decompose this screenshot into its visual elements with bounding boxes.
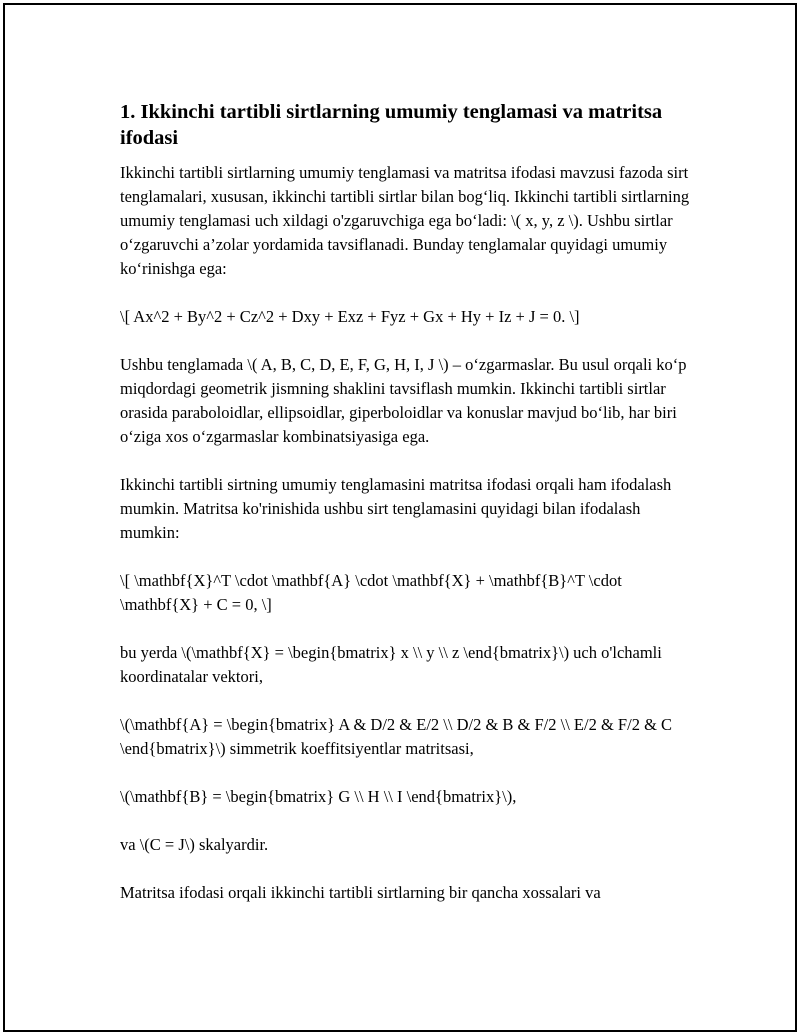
paragraph-matrix-intro: Ikkinchi tartibli sirtning umumiy tenglamasini matritsa ifodasi orqali ham ifodalash mumkin. Matritsa ko'rinishida ushbu sirt tenglamasini quyidagi bilan ifodalash mumkin: — [120, 475, 672, 542]
equation-general: \[ Ax^2 + By^2 + Cz^2 + Dxy + Exz + Fyz + Gx + Hy + Iz + J = 0. \] — [120, 307, 580, 326]
paragraph-scalar-c: va \(C = J\) skalyardir. — [120, 835, 269, 854]
document-body — [120, 99, 690, 929]
page-frame — [3, 3, 797, 1032]
equation-matrix: \[ \mathbf{X}^T \cdot \mathbf{A} \cdot \mathbf{X} + \mathbf{B}^T \cdot \mathbf{X} + C = 0, \] — [120, 571, 622, 614]
paragraph-intro: Ikkinchi tartibli sirtlarning umumiy tenglamasi va matritsa ifodasi mavzusi fazoda sirt tenglamalari, xususan, ikkinchi tartibli sirtlar bilan bog‘liq. Ikkinchi tartibli sirtlarning umumiy tenglamasi uch xildagi o'zgaruvchiga ega bo‘ladi: \( x, y, z \). Ushbu sirtlar o‘zgaruvchi a’zolar yordamida tavsiflanadi. Bunday tenglamalar quyidagi umumiy ko‘rinishga ega: — [120, 163, 690, 278]
paragraph-constants: Ushbu tenglamada \( A, B, C, D, E, F, G, H, I, J \) – o‘zgarmaslar. Bu usul orqali ko‘p miqdordagi geometrik jismning shaklini tavsiflash mumkin. Ikkinchi tartibli sirtlar orasida paraboloidlar, ellipsoidlar, giperboloidlar va konuslar mavjud bo‘lib, har biri o‘ziga xos o‘zgarmaslar kombinatsiyasiga ega. — [120, 355, 687, 446]
paragraph-vector-x: bu yerda \(\mathbf{X} = \begin{bmatrix} x \\ y \\ z \end{bmatrix}\) uch o'lchamli koordinatalar vektori, — [120, 643, 662, 686]
paragraph-truncated: Matritsa ifodasi orqali ikkinchi tartibli sirtlarning bir qancha xossalari va — [120, 883, 601, 902]
section-title: 1. Ikkinchi tartibli sirtlarning umumiy tenglamasi va matritsa ifodasi — [120, 101, 663, 149]
paragraph-vector-b: \(\mathbf{B} = \begin{bmatrix} G \\ H \\ I \end{bmatrix}\), — [120, 787, 517, 806]
paragraph-matrix-a: \(\mathbf{A} = \begin{bmatrix} A & D/2 & E/2 \\ D/2 & B & F/2 \\ E/2 & F/2 & C \end{bmatrix}\) simmetrik koeffitsiyentlar matritsasi, — [120, 715, 673, 758]
